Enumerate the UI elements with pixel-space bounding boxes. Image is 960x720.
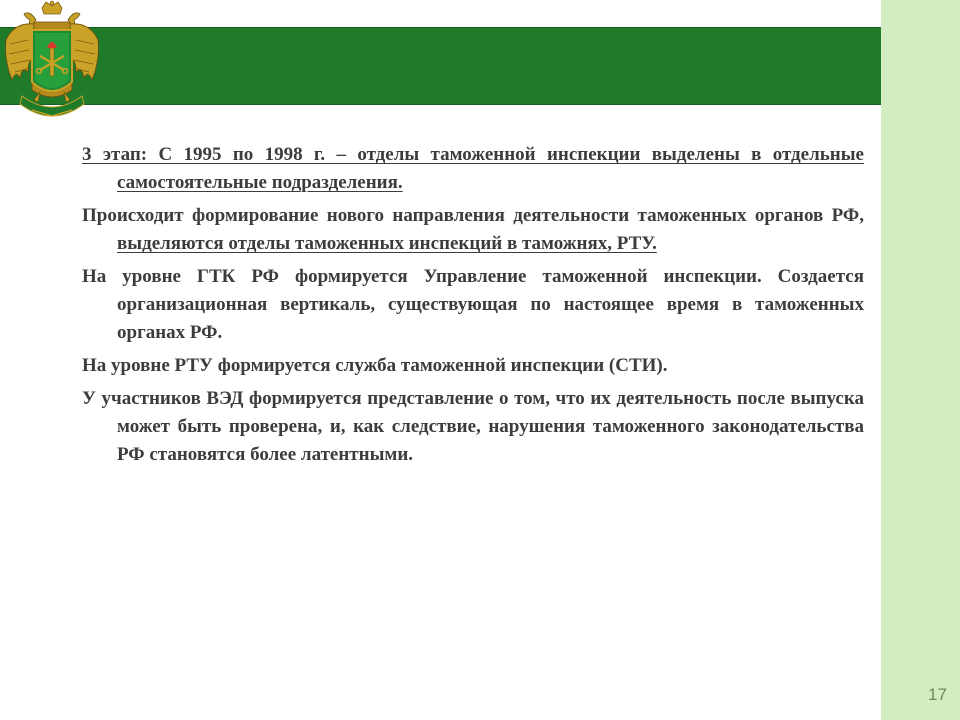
paragraph-text: Происходит формирование нового направления деятельности таможенных органов РФ, [82,205,864,226]
header-bar [0,27,960,105]
paragraph-text: На уровне РТУ формируется служба таможенной инспекции (СТИ). [82,355,668,376]
paragraph-text: 3 этап: С 1995 по 1998 г. – отделы таможенной инспекции выделены в отдельные самостоятельные подразделения. [82,144,864,193]
paragraph-gtk [82,263,864,347]
slide-body [82,141,864,474]
paragraph-text: У участников ВЭД формируется представление о том, что их деятельность после выпуска может быть проверена, и, как следствие, нарушения таможенного законодательства РФ становятся более латентными. [82,388,864,465]
paragraph-formation [82,202,864,258]
paragraph-ved [82,385,864,469]
paragraph-rtu [82,352,864,380]
page-number: 17 [928,685,947,704]
customs-emblem-icon [2,0,102,128]
paragraph-stage-3 [82,141,864,197]
side-panel [881,0,960,720]
paragraph-text-underlined: выделяются отделы таможенных инспекций в таможнях, РТУ. [117,233,657,254]
paragraph-text: На уровне ГТК РФ формируется Управление таможенной инспекции. Создается организационная вертикаль, существующая по настоящее время в таможенных органах РФ. [82,266,864,343]
